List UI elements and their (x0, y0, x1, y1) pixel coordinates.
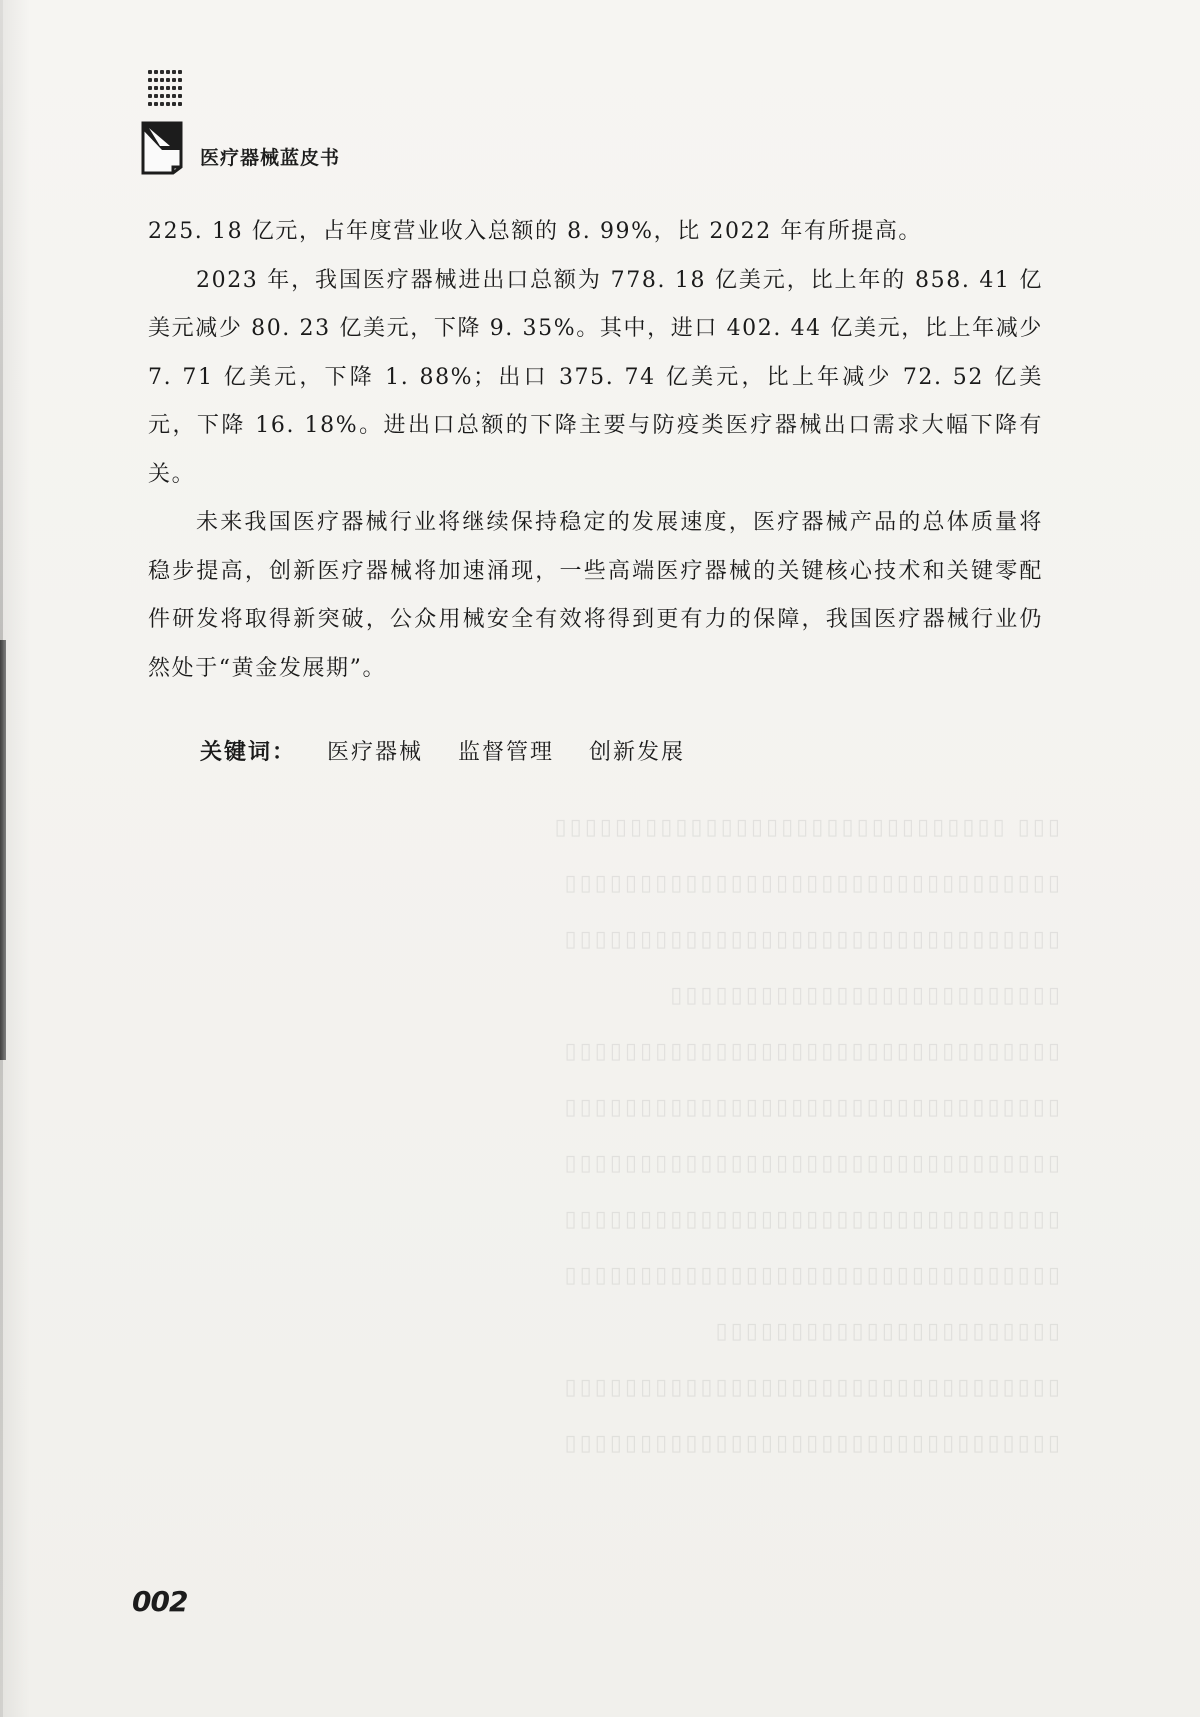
running-header (140, 70, 540, 190)
page-number: 002 (132, 1585, 188, 1618)
paragraph-outlook: 未来我国医疗器械行业将继续保持稳定的发展速度，医疗器械产品的总体质量将稳步提高，创新医疗器械将加速涌现，一些高端医疗器械的关键核心技术和关键零配件研发将取得新突破，公众用械安全有效将得到更有力的保障，我国医疗器械行业仍然处于“黄金发展期”。 (148, 510, 1043, 681)
binding-edge (0, 640, 6, 1060)
paragraph-continuation: 225. 18 亿元，占年度营业收入总额的 8. 99%，比 2022 年有所提高。 (148, 219, 923, 244)
main-text (148, 208, 1043, 693)
keyword-item: 监督管理 (458, 740, 555, 765)
dot-grid-decoration (148, 70, 182, 116)
paragraph-trade: 2023 年，我国医疗器械进出口总额为 778. 18 亿美元，比上年的 858. 41 亿美元减少 80. 23 亿美元，下降 9. 35%。其中，进口 402. 44 亿美元，比上年减少 7. 71 亿美元，下降 1. 88%；出口 375. 74 亿美元，比上年减少 72. 52 亿美元，下降 16. 18%。进出口总额的下降主要与防疫类医疗器械出口需求大幅下降有关。 (148, 267, 1043, 487)
show-through-text: ▯▯▯ ▯▯▯▯▯▯▯▯▯▯▯▯▯▯▯▯▯▯▯▯▯▯▯▯▯▯▯▯▯▯ ▯▯▯▯▯▯▯▯▯▯▯▯▯▯▯▯▯▯▯▯▯▯▯▯▯▯▯▯▯▯▯▯▯ ▯▯▯▯▯▯▯▯▯▯▯▯▯▯▯▯▯▯▯▯▯▯▯▯▯▯▯▯▯▯▯▯▯ ▯▯▯▯▯▯▯▯▯▯▯▯▯▯▯▯▯▯▯▯▯▯▯▯▯▯ ▯▯▯▯▯▯▯▯▯▯▯▯▯▯▯▯▯▯▯▯▯▯▯▯▯▯▯▯▯▯▯▯▯ ▯▯▯▯▯▯▯▯▯▯▯▯▯▯▯▯▯▯▯▯▯▯▯▯▯▯▯▯▯▯▯▯▯ ▯▯▯▯▯▯▯▯▯▯▯▯▯▯▯▯▯▯▯▯▯▯▯▯▯▯▯▯▯▯▯▯▯ ▯▯▯▯▯▯▯▯▯▯▯▯▯▯▯▯▯▯▯▯▯▯▯▯▯▯▯▯▯▯▯▯▯ ▯▯▯▯▯▯▯▯▯▯▯▯▯▯▯▯▯▯▯▯▯▯▯▯▯▯▯▯▯▯▯▯▯ ▯▯▯▯▯▯▯▯▯▯▯▯▯▯▯▯▯▯▯▯▯▯▯ ▯▯▯▯▯▯▯▯▯▯▯▯▯▯▯▯▯▯▯▯▯▯▯▯▯▯▯▯▯▯▯▯▯ ▯▯▯▯▯▯▯▯▯▯▯▯▯▯▯▯▯▯▯▯▯▯▯▯▯▯▯▯▯▯▯▯▯ (551, 815, 1060, 1456)
keyword-item: 医疗器械 (327, 740, 424, 765)
keywords-line (200, 735, 711, 766)
book-title: 医疗器械蓝皮书 (200, 147, 341, 169)
keywords-label: 关键词： (200, 740, 297, 765)
book-logo-icon (140, 120, 184, 176)
keyword-item: 创新发展 (589, 740, 686, 765)
